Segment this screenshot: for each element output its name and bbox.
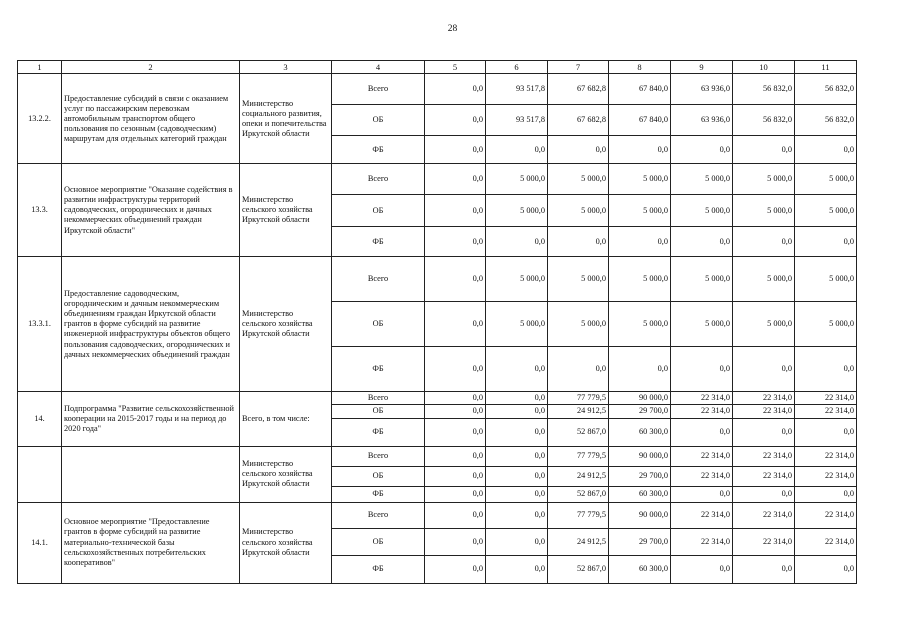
amount-cell: 0,0 [795, 136, 857, 164]
item-code: 13.2.2. [18, 74, 62, 164]
amount-cell: 5 000,0 [486, 302, 548, 347]
amount-cell: 5 000,0 [733, 302, 795, 347]
amount-cell: 5 000,0 [671, 195, 733, 227]
header-cell: 8 [609, 61, 671, 74]
amount-cell: 0,0 [425, 74, 486, 105]
header-cell: 3 [240, 61, 332, 74]
amount-cell: 22 314,0 [795, 405, 857, 418]
amount-cell: 0,0 [425, 105, 486, 136]
amount-cell: 0,0 [486, 405, 548, 418]
amount-cell: 0,0 [425, 555, 486, 583]
amount-cell: 56 832,0 [795, 74, 857, 105]
amount-cell: 5 000,0 [486, 257, 548, 302]
amount-cell: 60 300,0 [609, 418, 671, 446]
item-executor: Министерство социального развития, опеки и попечительства Иркутской области [240, 74, 332, 164]
header-cell: 7 [548, 61, 609, 74]
amount-cell: 0,0 [425, 486, 486, 502]
amount-cell: 0,0 [671, 347, 733, 392]
amount-cell: 22 314,0 [733, 392, 795, 405]
item-executor: Министерство сельского хозяйства Иркутской области [240, 164, 332, 257]
amount-cell: 5 000,0 [671, 257, 733, 302]
amount-cell: 0,0 [671, 486, 733, 502]
item-name: Предоставление садоводческим, огородническим и дачным некоммерческим объединениям граждан Иркутской области грантов в форме субсидий на развитие инженерной инфраструктуры объектов общего пользования садоводческих, огороднических и дачных некоммерческих объединений граждан [62, 257, 240, 392]
funding-source: ОБ [332, 528, 425, 555]
amount-cell: 0,0 [486, 528, 548, 555]
item-code: 13.3. [18, 164, 62, 257]
table-body [18, 61, 857, 584]
amount-cell: 22 314,0 [733, 466, 795, 486]
amount-cell: 0,0 [548, 227, 609, 257]
amount-cell: 0,0 [425, 164, 486, 195]
amount-cell: 5 000,0 [548, 257, 609, 302]
amount-cell: 0,0 [486, 227, 548, 257]
amount-cell: 22 314,0 [795, 392, 857, 405]
amount-cell: 60 300,0 [609, 486, 671, 502]
amount-cell: 0,0 [425, 528, 486, 555]
amount-cell: 5 000,0 [795, 164, 857, 195]
amount-cell: 0,0 [671, 418, 733, 446]
amount-cell: 5 000,0 [609, 257, 671, 302]
amount-cell: 90 000,0 [609, 502, 671, 528]
amount-cell: 56 832,0 [733, 74, 795, 105]
funding-source: ФБ [332, 227, 425, 257]
funding-source: ОБ [332, 405, 425, 418]
amount-cell: 0,0 [795, 227, 857, 257]
item-code [18, 446, 62, 502]
item-code: 14. [18, 392, 62, 446]
amount-cell: 22 314,0 [671, 466, 733, 486]
amount-cell: 0,0 [733, 347, 795, 392]
amount-cell: 29 700,0 [609, 466, 671, 486]
amount-cell: 0,0 [733, 418, 795, 446]
amount-cell: 52 867,0 [548, 418, 609, 446]
amount-cell: 67 840,0 [609, 105, 671, 136]
amount-cell: 24 912,5 [548, 405, 609, 418]
item-executor: Министерство сельского хозяйства Иркутской области [240, 446, 332, 502]
amount-cell: 22 314,0 [671, 528, 733, 555]
item-code: 14.1. [18, 502, 62, 583]
amount-cell: 22 314,0 [671, 446, 733, 466]
amount-cell: 0,0 [486, 392, 548, 405]
page-number: 28 [447, 24, 458, 34]
amount-cell: 0,0 [425, 257, 486, 302]
amount-cell: 5 000,0 [609, 164, 671, 195]
table-row [18, 74, 857, 105]
amount-cell: 60 300,0 [609, 555, 671, 583]
amount-cell: 22 314,0 [733, 502, 795, 528]
amount-cell: 0,0 [425, 227, 486, 257]
item-name: Основное мероприятие "Предоставление грантов в форме субсидий на развитие материально-технической базы сельскохозяйственных потребительских кооперативов" [62, 502, 240, 583]
amount-cell: 67 682,8 [548, 105, 609, 136]
funding-source: Всего [332, 74, 425, 105]
amount-cell: 22 314,0 [671, 405, 733, 418]
amount-cell: 63 936,0 [671, 74, 733, 105]
item-executor: Министерство сельского хозяйства Иркутской области [240, 257, 332, 392]
amount-cell: 0,0 [609, 227, 671, 257]
amount-cell: 22 314,0 [671, 392, 733, 405]
funding-source: ФБ [332, 418, 425, 446]
funding-source: Всего [332, 446, 425, 466]
table-row [18, 446, 857, 466]
amount-cell: 0,0 [733, 486, 795, 502]
amount-cell: 22 314,0 [733, 446, 795, 466]
amount-cell: 67 840,0 [609, 74, 671, 105]
amount-cell: 93 517,8 [486, 74, 548, 105]
amount-cell: 0,0 [425, 392, 486, 405]
funding-source: ФБ [332, 136, 425, 164]
amount-cell: 5 000,0 [671, 302, 733, 347]
amount-cell: 0,0 [795, 555, 857, 583]
amount-cell: 52 867,0 [548, 555, 609, 583]
amount-cell: 0,0 [486, 555, 548, 583]
funding-source: Всего [332, 257, 425, 302]
amount-cell: 0,0 [486, 347, 548, 392]
amount-cell: 5 000,0 [609, 195, 671, 227]
amount-cell: 0,0 [486, 502, 548, 528]
amount-cell: 0,0 [425, 136, 486, 164]
amount-cell: 5 000,0 [733, 195, 795, 227]
amount-cell: 22 314,0 [671, 502, 733, 528]
amount-cell: 77 779,5 [548, 446, 609, 466]
header-cell: 4 [332, 61, 425, 74]
amount-cell: 22 314,0 [795, 528, 857, 555]
amount-cell: 56 832,0 [733, 105, 795, 136]
funding-source: ФБ [332, 555, 425, 583]
amount-cell: 56 832,0 [795, 105, 857, 136]
amount-cell: 0,0 [733, 227, 795, 257]
amount-cell: 93 517,8 [486, 105, 548, 136]
amount-cell: 0,0 [548, 347, 609, 392]
amount-cell: 63 936,0 [671, 105, 733, 136]
header-cell: 5 [425, 61, 486, 74]
amount-cell: 22 314,0 [733, 528, 795, 555]
amount-cell: 0,0 [486, 446, 548, 466]
funding-source: Всего [332, 392, 425, 405]
amount-cell: 0,0 [671, 555, 733, 583]
amount-cell: 0,0 [486, 136, 548, 164]
amount-cell: 0,0 [425, 302, 486, 347]
amount-cell: 5 000,0 [609, 302, 671, 347]
header-cell: 6 [486, 61, 548, 74]
table-row [18, 392, 857, 405]
item-code: 13.3.1. [18, 257, 62, 392]
amount-cell: 0,0 [486, 486, 548, 502]
header-row [18, 61, 857, 74]
amount-cell: 0,0 [425, 418, 486, 446]
amount-cell: 5 000,0 [733, 164, 795, 195]
amount-cell: 77 779,5 [548, 392, 609, 405]
amount-cell: 0,0 [425, 446, 486, 466]
amount-cell: 5 000,0 [795, 302, 857, 347]
amount-cell: 5 000,0 [733, 257, 795, 302]
amount-cell: 0,0 [425, 466, 486, 486]
header-cell: 9 [671, 61, 733, 74]
header-cell: 2 [62, 61, 240, 74]
amount-cell: 0,0 [671, 136, 733, 164]
amount-cell: 5 000,0 [548, 164, 609, 195]
amount-cell: 0,0 [671, 227, 733, 257]
amount-cell: 5 000,0 [548, 195, 609, 227]
item-name: Предоставление субсидий в связи с оказанием услуг по пассажирским перевозкам автомобильным транспортом общего пользования по сезонным (садоводческим) маршрутам для отдельных категорий граждан [62, 74, 240, 164]
amount-cell: 0,0 [733, 136, 795, 164]
amount-cell: 0,0 [795, 347, 857, 392]
amount-cell: 0,0 [733, 555, 795, 583]
amount-cell: 0,0 [795, 486, 857, 502]
amount-cell: 5 000,0 [671, 164, 733, 195]
amount-cell: 0,0 [425, 405, 486, 418]
funding-source: Всего [332, 502, 425, 528]
item-executor: Всего, в том числе: [240, 392, 332, 446]
item-name: Основное мероприятие "Оказание содействия в развитии инфраструктуры территорий садоводческих, огороднических и дачных некоммерческих объединений граждан Иркутской области" [62, 164, 240, 257]
amount-cell: 22 314,0 [733, 405, 795, 418]
table-row [18, 257, 857, 302]
amount-cell: 22 314,0 [795, 446, 857, 466]
funding-source: ОБ [332, 466, 425, 486]
amount-cell: 22 314,0 [795, 502, 857, 528]
funding-source: ОБ [332, 302, 425, 347]
funding-source: ФБ [332, 486, 425, 502]
table-row [18, 164, 857, 195]
amount-cell: 24 912,5 [548, 528, 609, 555]
funding-source: Всего [332, 164, 425, 195]
amount-cell: 5 000,0 [486, 195, 548, 227]
funding-source: ОБ [332, 105, 425, 136]
amount-cell: 0,0 [548, 136, 609, 164]
header-cell: 1 [18, 61, 62, 74]
item-executor: Министерство сельского хозяйства Иркутской области [240, 502, 332, 583]
header-cell: 11 [795, 61, 857, 74]
amount-cell: 77 779,5 [548, 502, 609, 528]
amount-cell: 0,0 [609, 347, 671, 392]
amount-cell: 5 000,0 [486, 164, 548, 195]
amount-cell: 0,0 [795, 418, 857, 446]
item-name [62, 446, 240, 502]
amount-cell: 0,0 [486, 466, 548, 486]
amount-cell: 0,0 [425, 347, 486, 392]
amount-cell: 0,0 [486, 418, 548, 446]
amount-cell: 90 000,0 [609, 446, 671, 466]
amount-cell: 52 867,0 [548, 486, 609, 502]
amount-cell: 90 000,0 [609, 392, 671, 405]
amount-cell: 24 912,5 [548, 466, 609, 486]
budget-table [17, 60, 857, 584]
item-name: Подпрограмма "Развитие сельскохозяйственной кооперации на 2015-2017 годы и на период до 2020 года" [62, 392, 240, 446]
amount-cell: 0,0 [425, 502, 486, 528]
amount-cell: 5 000,0 [795, 195, 857, 227]
amount-cell: 0,0 [425, 195, 486, 227]
amount-cell: 22 314,0 [795, 466, 857, 486]
amount-cell: 29 700,0 [609, 405, 671, 418]
table-row [18, 502, 857, 528]
amount-cell: 5 000,0 [795, 257, 857, 302]
funding-source: ФБ [332, 347, 425, 392]
amount-cell: 67 682,8 [548, 74, 609, 105]
funding-source: ОБ [332, 195, 425, 227]
amount-cell: 5 000,0 [548, 302, 609, 347]
amount-cell: 29 700,0 [609, 528, 671, 555]
header-cell: 10 [733, 61, 795, 74]
amount-cell: 0,0 [609, 136, 671, 164]
